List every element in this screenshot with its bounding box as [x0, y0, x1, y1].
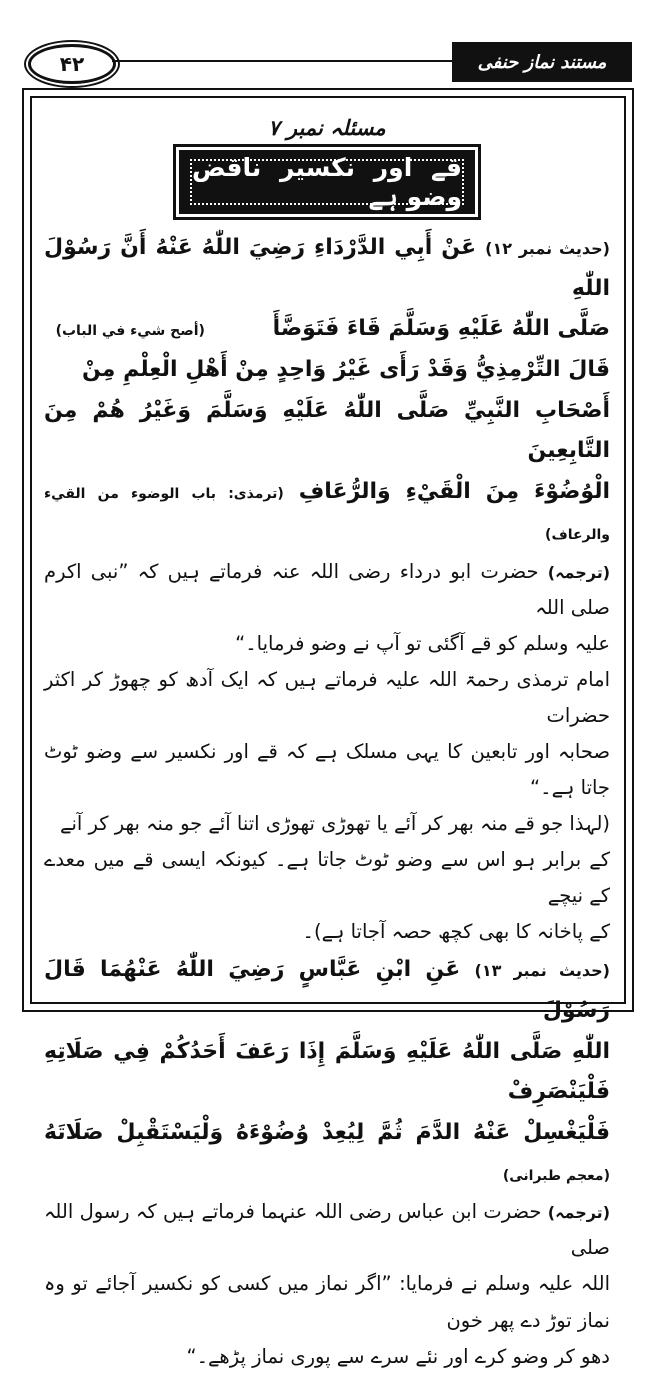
translation-13-label: (ترجمہ): [547, 1203, 610, 1223]
translation-13-text: حضرت ابن عباس رضی اللہ عنہما فرماتے ہیں کہ رسول اللہ صلی: [44, 1200, 610, 1260]
translation-12-line-2: علیہ وسلم کو قے آگئی تو آپ نے وضو فرمایا۔“: [235, 631, 610, 655]
hadith-12-line-1: [44, 228, 610, 309]
tirmidhi-text-end: الْوُضُوْءَ مِنَ الْقَيْءِ وَالرُّعَافِ: [298, 479, 610, 505]
page-number: ۴۲: [28, 44, 116, 84]
page-content: [44, 108, 610, 1375]
para-line-2: کے برابر ہو اس سے وضو ٹوٹ جاتا ہے۔ کیونکہ ایسی قے میں معدے کے نیچے: [44, 848, 610, 908]
tirmidhi-line-2: أَصْحَابِ النَّبِيِّ صَلَّى اللّٰهُ عَلَيْهِ وَسَلَّمَ وَغَيْرُ هُمْ مِنَ التَّابِعِينَ: [44, 397, 610, 464]
hadith-12-source: (ترمذی: باب الوضوء من القيء والرعاف): [44, 486, 610, 543]
hadith-13-text-end: فَلْيَغْسِلْ عَنْهُ الدَّمَ ثُمَّ لِيُعِدْ وُضُوْءَهُ وَلْيَسْتَقْبِلْ صَلَاتَهُ: [44, 1119, 610, 1145]
hadith-12-text: عَنْ أَبِي الدَّرْدَاءِ رَضِيَ اللّٰهُ عَنْهُ أَنَّ رَسُوْلَ اللّٰهِ: [44, 235, 610, 301]
translation-13-line-3: دھو کر وضو کرے اور نئے سرے سے پوری نماز پڑھے۔“: [186, 1344, 610, 1368]
hadith-13-line-3: [44, 1113, 610, 1194]
hadith-13-source: (معجم طبرانی): [502, 1167, 610, 1184]
hadith-12-grade: (أصح شيء في الباب): [55, 323, 205, 340]
hadith-12-text-cont: صَلَّى اللّٰهُ عَلَيْهِ وَسَلَّمَ قَاءَ فَتَوَضَّأَ: [272, 316, 610, 342]
running-title: مستند نماز حنفی: [452, 42, 632, 82]
hadith-13-line-1: [44, 950, 610, 1031]
translation-13-line-2: اللہ علیہ وسلم نے فرمایا: ”اگر نماز میں کسی کو نکسیر آجائے تو وہ نماز توڑ دے پھر خون: [44, 1272, 610, 1332]
hadith-12-line-2: [44, 309, 610, 350]
tirmidhi-line-3: [44, 472, 610, 553]
hadith-13-line-2: اللّٰهِ صَلَّى اللّٰهُ عَلَيْهِ وَسَلَّمَ إِذَا رَعَفَ أَحَدُكُمْ فِي صَلَاتِهِ فَلْيَنْصَرِفْ: [44, 1038, 610, 1105]
translation-12-line-1: [44, 554, 610, 626]
issue-number: مسئلہ نمبر ۷: [268, 116, 386, 140]
issue-title-box: [179, 150, 475, 214]
translation-12-text: حضرت ابو درداء رضی اللہ عنہ فرماتے ہیں کہ ”نبی اکرم صلی اللہ: [44, 559, 610, 619]
para-line-3: کے پاخانہ کا بھی کچھ حصہ آجاتا ہے)۔: [302, 920, 610, 944]
note-line-1: امام ترمذی رحمۃ اللہ علیہ فرماتے ہیں کہ ایک آدھ کو چھوڑ کر اکثر حضرات: [44, 667, 610, 727]
tirmidhi-line-1: قَالَ التِّرْمِذِيُّ وَقَدْ رَأَى غَيْرُ وَاحِدٍ مِنْ أَهْلِ الْعِلْمِ مِنْ: [82, 357, 610, 383]
note-line-2: صحابہ اور تابعین کا یہی مسلک ہے کہ قے اور نکسیر سے وضو ٹوٹ جاتا ہے۔“: [44, 739, 610, 799]
hadith-13-text: عَنِ ابْنِ عَبَّاسٍ رَضِيَ اللّٰهُ عَنْهُمَا قَالَ رَسُوْلَ: [44, 957, 610, 1023]
issue-title: قے اور نکسیر ناقض وضو ہے: [192, 153, 462, 211]
translation-13-line-1: [44, 1194, 610, 1266]
translation-12-label: (ترجمہ): [547, 562, 611, 582]
para-line-1: (لہذا جو قے منہ بھر کر آئے یا تھوڑی تھوڑی اتنا آئے جو منہ بھر کر آنے: [60, 811, 610, 835]
hadith-12-label: (حدیث نمبر ۱۲): [485, 239, 610, 258]
hadith-13-label: (حدیث نمبر ۱۳): [474, 961, 610, 981]
